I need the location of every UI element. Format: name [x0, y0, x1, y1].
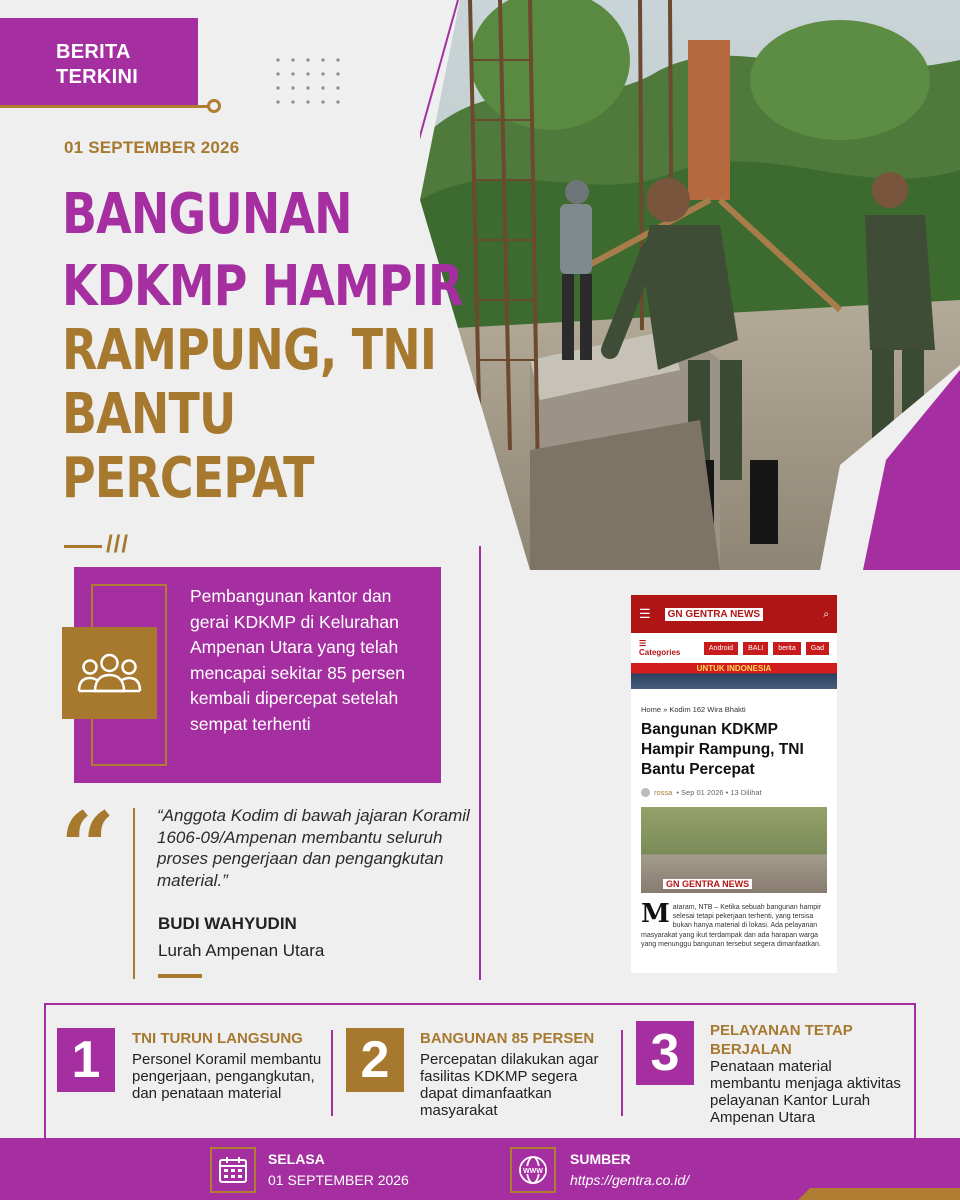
news-tag	[0, 18, 198, 106]
point-3-number: 3	[636, 1021, 694, 1085]
tag-line-1: BERITA	[56, 41, 131, 63]
footer-source-label: SUMBER	[570, 1151, 631, 1167]
article-screenshot	[631, 595, 837, 973]
quote-text: “Anggota Kodim di bawah jajaran Koramil 1606-09/Ampenan membantu seluruh proses pengerjaan dan pengangkutan material.”	[157, 806, 470, 890]
article-logo: GN GENTRA NEWS	[665, 608, 763, 621]
svg-text:WWW: WWW	[523, 1168, 543, 1175]
decorative-dots	[276, 58, 340, 108]
article-drop-cap: M	[641, 899, 670, 929]
tag-underline	[0, 105, 212, 108]
source-link[interactable]: https://gentra.co.id/	[570, 1172, 690, 1188]
footer-accent-stripe	[798, 1188, 960, 1200]
article-body	[631, 893, 837, 949]
article-navbar	[631, 595, 837, 633]
construction-photo	[420, 0, 960, 570]
article-image-logo: GN GENTRA NEWS	[663, 879, 752, 889]
section-divider	[479, 546, 481, 980]
category-chip: BALI	[743, 642, 768, 655]
quote-divider	[133, 808, 135, 979]
group-people-icon	[62, 627, 157, 719]
point-divider	[621, 1030, 623, 1116]
category-chip: berita	[773, 642, 801, 655]
globe-www-icon	[510, 1147, 556, 1193]
headline-line-3: RAMPUNG, TNI	[62, 318, 437, 383]
tag-dot	[207, 99, 221, 113]
accent-slashes: ///	[106, 531, 130, 558]
point-divider	[331, 1030, 333, 1116]
article-breadcrumb: Home » Kodim 162 Wira Bhakti	[641, 705, 746, 714]
article-image	[641, 807, 827, 893]
category-chip: Gad	[806, 642, 829, 655]
headline-line-2: KDKMP HAMPIR	[62, 254, 463, 319]
article-categories	[631, 633, 837, 663]
footer-day-value: 01 SEPTEMBER 2026	[268, 1172, 409, 1188]
headline-line-4: BANTU	[62, 382, 236, 447]
point-2-title: BANGUNAN 85 PERSEN	[420, 1030, 595, 1047]
tag-line-2: TERKINI	[56, 66, 139, 88]
article-author: rossa	[654, 788, 673, 797]
accent-line	[64, 545, 102, 548]
quote-author-name: BUDI WAHYUDIN	[158, 914, 297, 933]
point-2-number: 2	[346, 1028, 404, 1092]
point-3-text: Penataan material membantu menjaga aktivitas pelayanan Kantor Lurah Ampenan Utara	[710, 1058, 901, 1126]
description-icon-box	[62, 627, 157, 719]
article-body-text: ataram, NTB – Ketika sebuah bangunan hampir selesai tetapi pekerjaan terhenti, yang tersisa bukan hanya material di lokasi. Ada pelayanan masyarakat yang ikut terdampak dan ada harapan warga yang menunggu bangunan tersebut segera dimanfaatkan.	[641, 904, 822, 948]
article-date-views: • Sep 01 2026 • 13 Dilihat	[676, 788, 762, 797]
point-1-title: TNI TURUN LANGSUNG	[132, 1030, 303, 1047]
description-text: Pembangunan kantor dan gerai KDKMP di Kelurahan Ampenan Utara yang telah mencapai sekitar 85 persen kembali dipercepat setelah sempat terhenti	[190, 586, 405, 734]
quote-accent-line	[158, 974, 202, 978]
article-title: Bangunan KDKMP Hampir Rampung, TNI Bantu Percepat	[641, 721, 804, 778]
hamburger-menu-icon: ☰	[639, 606, 651, 621]
avatar	[641, 788, 650, 797]
headline-line-5: PERCEPAT	[62, 446, 314, 511]
headline-line-1: BANGUNAN	[62, 182, 352, 247]
search-icon: ⌕	[823, 608, 829, 620]
quote-author-role: Lurah Ampenan Utara	[158, 941, 325, 960]
article-meta	[631, 780, 837, 797]
point-2-text: Percepatan dilakukan agar fasilitas KDKMP segera dapat dimanfaatkan masyarakat	[420, 1051, 599, 1119]
category-chip: Android	[704, 642, 738, 655]
quote-mark-icon: “	[60, 791, 116, 904]
footer-day-label: SELASA	[268, 1151, 325, 1167]
calendar-icon	[210, 1147, 256, 1193]
point-1-number: 1	[57, 1028, 115, 1092]
point-1-text: Personel Koramil membantu pengerjaan, pengangkutan, dan penataan material	[132, 1051, 322, 1102]
categories-label: ☰ Categories	[639, 639, 681, 657]
article-banner: UNTUK INDONESIA	[631, 663, 837, 689]
publish-date: 01 SEPTEMBER 2026	[64, 138, 240, 157]
point-3-title: PELAYANAN TETAP BERJALAN	[710, 1022, 853, 1058]
